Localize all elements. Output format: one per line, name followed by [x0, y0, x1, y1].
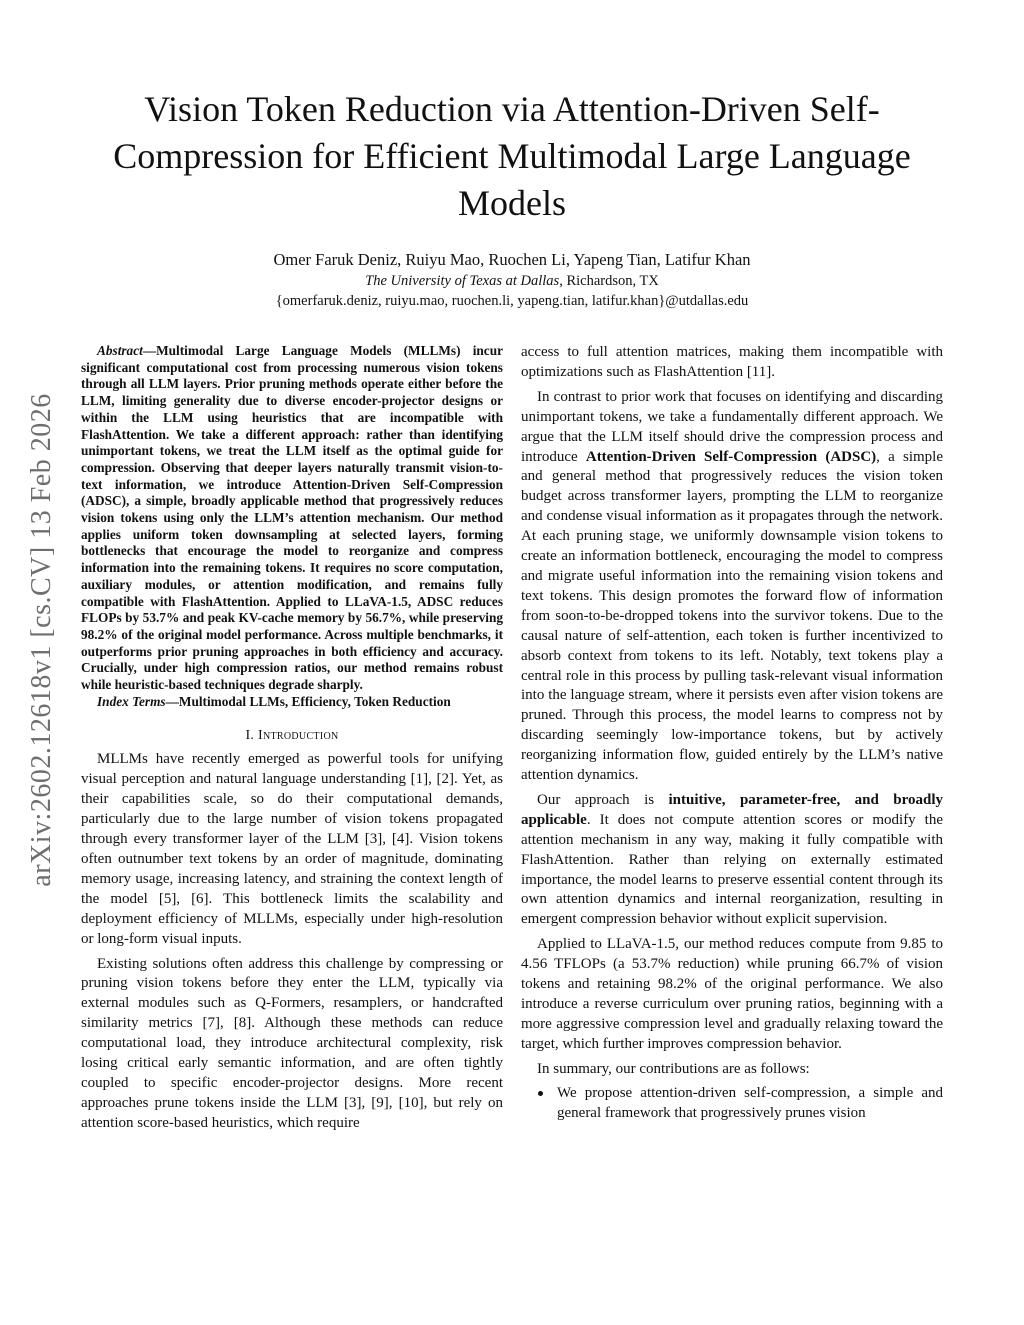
index-terms-lead: Index Terms	[97, 693, 166, 709]
abstract	[81, 343, 503, 694]
intro-paragraph-1: MLLMs have recently emerged as powerful tools for unifying visual perception and natural language understanding [1], [2]. Yet, as their capabilities scale, so do their computational demands, particularly due to the large number of vision tokens propagated through every transformer layer of the LLM [3], [4]. Vision tokens often outnumber text tokens by an order of magnitude, dominating memory usage, increasing latency, and straining the context length of the model [5], [6]. This bottleneck limits the scalability and deployment efficiency of MLLMs, especially under high-resolution or long-form visual inputs.	[81, 751, 503, 947]
affiliation	[0, 271, 1024, 291]
right-p3-text-b: . It does not compute attention scores or modify the attention mechanism in any way, making it fully compatible with FlashAttention. Rather than relying on externally estimated importance, the model learns to preserve essential content through its own attention dynamics and internal reorganization, resulting in emergent compression behavior without explicit supervision.	[521, 811, 943, 928]
right-p3-text-a: Our approach is	[537, 791, 669, 808]
right-paragraph-4: Applied to LLaVA-1.5, our method reduces compute from 9.85 to 4.56 TFLOPs (a 53.7% reduction) while pruning 66.7% of vision tokens and retaining 98.2% of the original performance. We also introduce a reverse curriculum over pruning ratios, beginning with a more aggressive compression level and gradually relaxing toward the target, which further improves compression behavior.	[521, 936, 943, 1052]
arxiv-identifier-stamp: arXiv:2602.12618v1 [cs.CV] 13 Feb 2026	[26, 393, 57, 887]
right-paragraph-3	[521, 791, 943, 930]
list-item	[557, 1084, 943, 1124]
intro-paragraph-2: Existing solutions often address this challenge by compressing or pruning vision tokens before they enter the LLM, typically via external modules such as Q-Formers, resamplers, or handcrafted similarity metrics [7], [8]. Although these methods can reduce computational load, they introduce architectural complexity, risk losing critical early semantic information, and are often tightly coupled to specific encoder-projector designs. More recent approaches prune tokens inside the LLM [3], [9], [10], but rely on attention score-based heuristics, which require	[81, 955, 503, 1131]
right-p2-text-a: In contrast to prior work that focuses on identifying and discarding unimportant tokens, we take a fundamentally different approach. We argue that the LLM itself should drive the compression process and introduce	[521, 388, 943, 465]
right-paragraph-2	[521, 388, 943, 786]
author-emails: {omerfaruk.deniz, ruiyu.mao, ruochen.li, yapeng.tian, latifur.khan}@utdallas.edu	[275, 293, 749, 309]
right-column	[521, 343, 943, 1123]
affiliation-university: The University of Texas at Dallas	[365, 273, 560, 289]
left-column	[81, 343, 503, 1134]
right-paragraph-5: In summary, our contributions are as follows:	[537, 1060, 810, 1077]
bullet-icon	[538, 1091, 543, 1096]
abstract-text: —Multimodal Large Language Models (MLLMs) incur significant computational cost from processing numerous vision tokens through all LLM layers. Prior pruning methods operate either before the LLM, limiting generality due to diverse encoder-projector designs or within the LLM using heuristics that are incompatible with FlashAttention. We take a different approach: rather than identifying unimportant tokens, we treat the LLM itself as the optimal guide for compression. Observing that deeper layers naturally transmit vision-to-text information, we introduce Attention-Driven Self-Compression (ADSC), a simple, broadly applicable method that progressively reduces vision tokens using only the LLM’s attention mechanism. Our method applies uniform token downsampling at selected layers, forming bottlenecks that encourage the model to reorganize and compress information into the remaining tokens. It requires no score computation, auxiliary modules, or attention modification, and remains fully compatible with FlashAttention. Applied to LLaVA-1.5, ADSC reduces FLOPs by 53.7% and peak KV-cache memory by 56.7%, while preserving 98.2% of the original model performance. Across multiple benchmarks, it outperforms prior pruning approaches in both efficiency and accuracy. Crucially, under high compression ratios, our method remains robust while heuristic-based techniques degrade sharply.	[81, 343, 503, 693]
contributions-list	[521, 1084, 943, 1124]
author-list: Omer Faruk Deniz, Ruiyu Mao, Ruochen Li, Yapeng Tian, Latifur Khan	[273, 250, 751, 269]
right-p2-text-b: , a simple and general method that progressively reduces the vision token budget across transformer layers, prompting the LLM to reorganize and condense visual information as it propagates through the network. At each pruning stage, we uniformly downsample vision tokens to create an information bottleneck, encouraging the model to compress and migrate useful information into the remaining vision tokens and text tokens. This design promotes the forward flow of information from soon-to-be-dropped tokens into the survivor tokens. Due to the causal nature of self-attention, each token is further incentivized to absorb context from tokens to its left. Notably, text tokens play a central role in this process by pulling task-relevant visual information into the language stream, where it persists even after vision tokens are pruned. Through this process, the model learns to compress not by discarding seemingly low-importance tokens, but by actively reorganizing information flow, guided entirely by the LLM’s native attention dynamics.	[521, 448, 943, 784]
index-terms-text: —Multimodal LLMs, Efficiency, Token Reduction	[165, 693, 451, 709]
abstract-lead: Abstract	[97, 343, 143, 358]
section-heading-introduction: I. Introduction	[245, 728, 339, 744]
right-p3-bold: intuitive, parameter-free, and broadly applicable	[521, 791, 943, 828]
paper-title: Vision Token Reduction via Attention-Driven Self-Compression for Efficient Multimodal Large Language Models	[113, 89, 911, 223]
index-terms	[81, 694, 503, 711]
contribution-1-text: We propose attention-driven self-compression, a simple and general framework that progressively prunes vision	[557, 1084, 943, 1121]
right-p2-bold: Attention-Driven Self-Compression (ADSC)	[585, 448, 877, 465]
affiliation-location: , Richardson, TX	[559, 273, 659, 289]
right-paragraph-1: access to full attention matrices, making them incompatible with optimizations such as FlashAttention [11].	[521, 344, 943, 380]
